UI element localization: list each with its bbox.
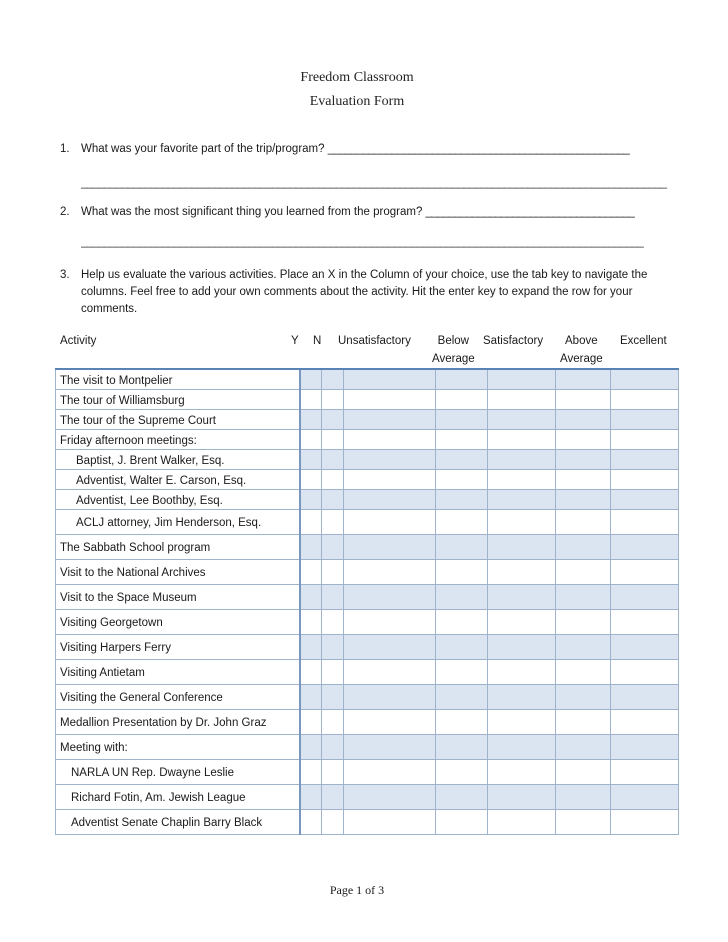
evaluation-table <box>55 368 679 835</box>
rating-cell[interactable] <box>556 410 611 430</box>
rating-cell[interactable] <box>300 470 321 490</box>
rating-cell[interactable] <box>300 585 321 610</box>
question-text: What was your favorite part of the trip/program? <box>81 143 325 155</box>
rating-cell[interactable] <box>300 390 321 410</box>
rating-cell[interactable] <box>611 735 679 760</box>
rating-cell[interactable] <box>344 760 436 785</box>
rating-cell[interactable] <box>322 510 344 535</box>
rating-cell[interactable] <box>344 610 436 635</box>
activity-label: Friday afternoon meetings: <box>56 430 301 450</box>
answer-blank[interactable]: ____________________________________ <box>425 206 635 218</box>
rating-cell[interactable] <box>556 610 611 635</box>
table-row <box>56 735 679 760</box>
rating-cell[interactable] <box>322 585 344 610</box>
rating-cell[interactable] <box>322 760 344 785</box>
rating-cell[interactable] <box>300 735 321 760</box>
col-header-unsatisfactory: Unsatisfactory <box>338 335 411 347</box>
rating-cell[interactable] <box>300 450 321 470</box>
activity-label: Visiting the General Conference <box>56 685 301 710</box>
rating-cell[interactable] <box>487 430 556 450</box>
activity-label: The visit to Montpelier <box>56 369 301 390</box>
rating-cell[interactable] <box>300 660 321 685</box>
rating-cell[interactable] <box>611 585 679 610</box>
rating-cell[interactable] <box>344 785 436 810</box>
rating-cell[interactable] <box>487 685 556 710</box>
activity-label: Medallion Presentation by Dr. John Graz <box>56 710 301 735</box>
rating-cell[interactable] <box>487 369 556 390</box>
rating-cell[interactable] <box>435 685 487 710</box>
rating-cell[interactable] <box>300 785 321 810</box>
rating-cell[interactable] <box>556 490 611 510</box>
answer-blank-line[interactable]: _____________________________________________________________________________________________________ <box>81 177 667 189</box>
rating-cell[interactable] <box>611 410 679 430</box>
rating-cell[interactable] <box>322 490 344 510</box>
table-row <box>56 470 679 490</box>
rating-cell[interactable] <box>611 390 679 410</box>
rating-cell[interactable] <box>556 510 611 535</box>
form-subtitle: Evaluation Form <box>309 94 405 109</box>
table-row <box>56 610 679 635</box>
table-row <box>56 490 679 510</box>
rating-cell[interactable] <box>344 390 436 410</box>
rating-cell[interactable] <box>344 735 436 760</box>
rating-cell[interactable] <box>556 710 611 735</box>
rating-cell[interactable] <box>344 410 436 430</box>
rating-cell[interactable] <box>556 810 611 835</box>
rating-cell[interactable] <box>611 510 679 535</box>
rating-cell[interactable] <box>435 560 487 585</box>
rating-cell[interactable] <box>487 390 556 410</box>
rating-cell[interactable] <box>435 760 487 785</box>
rating-cell[interactable] <box>344 490 436 510</box>
rating-cell[interactable] <box>344 635 436 660</box>
col-header-below-average <box>432 332 475 368</box>
answer-blank[interactable]: ____________________________________________________ <box>327 143 630 155</box>
rating-cell[interactable] <box>322 710 344 735</box>
rating-cell[interactable] <box>300 710 321 735</box>
col-header-y: Y <box>291 335 299 347</box>
table-row <box>56 450 679 470</box>
rating-cell[interactable] <box>487 410 556 430</box>
rating-cell[interactable] <box>300 535 321 560</box>
rating-cell[interactable] <box>435 390 487 410</box>
rating-cell[interactable] <box>556 560 611 585</box>
rating-cell[interactable] <box>300 760 321 785</box>
rating-cell[interactable] <box>344 535 436 560</box>
rating-cell[interactable] <box>435 710 487 735</box>
rating-cell[interactable] <box>300 510 321 535</box>
rating-cell[interactable] <box>344 560 436 585</box>
rating-cell[interactable] <box>487 810 556 835</box>
rating-cell[interactable] <box>300 410 321 430</box>
rating-cell[interactable] <box>556 390 611 410</box>
rating-cell[interactable] <box>556 660 611 685</box>
activity-label: Baptist, J. Brent Walker, Esq. <box>56 450 301 470</box>
table-row <box>56 560 679 585</box>
activity-label: Meeting with: <box>56 735 301 760</box>
rating-cell[interactable] <box>300 810 321 835</box>
table-row <box>56 810 679 835</box>
rating-cell[interactable] <box>435 510 487 535</box>
activity-label: Richard Fotin, Am. Jewish League <box>56 785 301 810</box>
question-number: 3. <box>60 269 70 281</box>
rating-cell[interactable] <box>611 535 679 560</box>
table-row <box>56 369 679 390</box>
rating-cell[interactable] <box>435 470 487 490</box>
rating-cell[interactable] <box>611 369 679 390</box>
question-text: What was the most significant thing you learned from the program? <box>81 206 423 218</box>
rating-cell[interactable] <box>435 535 487 560</box>
rating-cell[interactable] <box>300 560 321 585</box>
rating-cell[interactable] <box>344 585 436 610</box>
rating-cell[interactable] <box>556 535 611 560</box>
activity-label: The tour of Williamsburg <box>56 390 301 410</box>
table-row <box>56 685 679 710</box>
col-header-line: Average <box>432 353 475 365</box>
rating-cell[interactable] <box>344 710 436 735</box>
rating-cell[interactable] <box>322 810 344 835</box>
table-row <box>56 410 679 430</box>
rating-cell[interactable] <box>611 660 679 685</box>
rating-cell[interactable] <box>611 635 679 660</box>
activity-label: Visit to the Space Museum <box>56 585 301 610</box>
activity-label: Visit to the National Archives <box>56 560 301 585</box>
activity-label: The tour of the Supreme Court <box>56 410 301 430</box>
rating-cell[interactable] <box>322 410 344 430</box>
rating-cell[interactable] <box>322 660 344 685</box>
col-header-line: Below <box>437 335 469 347</box>
activity-label: ACLJ attorney, Jim Henderson, Esq. <box>56 510 301 535</box>
rating-cell[interactable] <box>322 535 344 560</box>
rating-cell[interactable] <box>322 610 344 635</box>
rating-cell[interactable] <box>435 369 487 390</box>
rating-cell[interactable] <box>556 735 611 760</box>
rating-cell[interactable] <box>435 635 487 660</box>
rating-cell[interactable] <box>322 369 344 390</box>
rating-cell[interactable] <box>322 635 344 660</box>
rating-cell[interactable] <box>487 710 556 735</box>
rating-cell[interactable] <box>556 685 611 710</box>
rating-cell[interactable] <box>322 470 344 490</box>
rating-cell[interactable] <box>611 430 679 450</box>
rating-cell[interactable] <box>435 585 487 610</box>
table-row <box>56 760 679 785</box>
table-row <box>56 585 679 610</box>
rating-cell[interactable] <box>435 735 487 760</box>
col-header-excellent: Excellent <box>620 335 667 347</box>
rating-cell[interactable] <box>435 490 487 510</box>
table-row <box>56 390 679 410</box>
activity-label: The Sabbath School program <box>56 535 301 560</box>
rating-cell[interactable] <box>556 585 611 610</box>
table-row <box>56 660 679 685</box>
activity-label: NARLA UN Rep. Dwayne Leslie <box>56 760 301 785</box>
rating-cell[interactable] <box>344 450 436 470</box>
rating-cell[interactable] <box>611 470 679 490</box>
col-header-line: Above <box>565 335 598 347</box>
question-text: Help us evaluate the various activities. Place an X in the Column of your choice, use the tab key to navigate the columns. Feel free to add your own comments about the activity. Hit the enter key to expand the row for your comments. <box>81 269 648 315</box>
rating-cell[interactable] <box>344 685 436 710</box>
rating-cell[interactable] <box>344 810 436 835</box>
rating-cell[interactable] <box>300 430 321 450</box>
col-header-above-average <box>560 332 603 368</box>
rating-cell[interactable] <box>487 450 556 470</box>
col-header-n: N <box>313 335 322 347</box>
rating-cell[interactable] <box>322 450 344 470</box>
rating-cell[interactable] <box>611 450 679 470</box>
rating-cell[interactable] <box>344 430 436 450</box>
rating-cell[interactable] <box>435 450 487 470</box>
rating-cell[interactable] <box>300 369 321 390</box>
rating-cell[interactable] <box>322 430 344 450</box>
rating-cell[interactable] <box>611 610 679 635</box>
rating-cell[interactable] <box>556 760 611 785</box>
table-row <box>56 710 679 735</box>
rating-cell[interactable] <box>300 610 321 635</box>
table-row <box>56 535 679 560</box>
rating-cell[interactable] <box>611 710 679 735</box>
rating-cell[interactable] <box>487 510 556 535</box>
activity-label: Adventist Senate Chaplin Barry Black <box>56 810 301 835</box>
rating-cell[interactable] <box>344 510 436 535</box>
rating-cell[interactable] <box>487 735 556 760</box>
form-title: Freedom Classroom <box>300 70 414 85</box>
rating-cell[interactable] <box>487 490 556 510</box>
rating-cell[interactable] <box>435 410 487 430</box>
rating-cell[interactable] <box>487 660 556 685</box>
rating-cell[interactable] <box>344 369 436 390</box>
rating-cell[interactable] <box>322 685 344 710</box>
col-header-satisfactory: Satisfactory <box>483 335 544 347</box>
rating-cell[interactable] <box>611 685 679 710</box>
activity-label: Visiting Harpers Ferry <box>56 635 301 660</box>
table-row <box>56 510 679 535</box>
rating-cell[interactable] <box>300 685 321 710</box>
rating-cell[interactable] <box>487 470 556 490</box>
col-header-activity: Activity <box>60 335 97 347</box>
rating-cell[interactable] <box>344 660 436 685</box>
page-number: Page 1 of 3 <box>329 883 385 897</box>
rating-cell[interactable] <box>322 560 344 585</box>
rating-cell[interactable] <box>611 810 679 835</box>
activity-label: Adventist, Lee Boothby, Esq. <box>56 490 301 510</box>
rating-cell[interactable] <box>435 660 487 685</box>
table-row <box>56 635 679 660</box>
rating-cell[interactable] <box>435 785 487 810</box>
rating-cell[interactable] <box>556 430 611 450</box>
rating-cell[interactable] <box>611 785 679 810</box>
question-number: 1. <box>60 143 70 155</box>
activity-label: Visiting Georgetown <box>56 610 301 635</box>
rating-cell[interactable] <box>300 635 321 660</box>
rating-cell[interactable] <box>435 430 487 450</box>
rating-cell[interactable] <box>487 535 556 560</box>
rating-cell[interactable] <box>322 785 344 810</box>
col-header-line: Average <box>560 353 603 365</box>
rating-cell[interactable] <box>611 760 679 785</box>
answer-blank-line[interactable]: _________________________________________________________________________________________________ <box>81 236 644 248</box>
table-row <box>56 785 679 810</box>
rating-cell[interactable] <box>322 390 344 410</box>
rating-cell[interactable] <box>344 470 436 490</box>
rating-cell[interactable] <box>487 560 556 585</box>
rating-cell[interactable] <box>487 785 556 810</box>
rating-cell[interactable] <box>300 490 321 510</box>
rating-cell[interactable] <box>556 785 611 810</box>
rating-cell[interactable] <box>611 490 679 510</box>
rating-cell[interactable] <box>611 560 679 585</box>
table-row <box>56 430 679 450</box>
rating-cell[interactable] <box>487 635 556 660</box>
rating-cell[interactable] <box>487 610 556 635</box>
rating-cell[interactable] <box>556 369 611 390</box>
activity-label: Adventist, Walter E. Carson, Esq. <box>56 470 301 490</box>
question-number: 2. <box>60 206 70 218</box>
rating-cell[interactable] <box>556 635 611 660</box>
rating-cell[interactable] <box>322 735 344 760</box>
rating-cell[interactable] <box>556 450 611 470</box>
rating-cell[interactable] <box>487 585 556 610</box>
activity-label: Visiting Antietam <box>56 660 301 685</box>
rating-cell[interactable] <box>435 810 487 835</box>
rating-cell[interactable] <box>435 610 487 635</box>
rating-cell[interactable] <box>487 760 556 785</box>
rating-cell[interactable] <box>556 470 611 490</box>
